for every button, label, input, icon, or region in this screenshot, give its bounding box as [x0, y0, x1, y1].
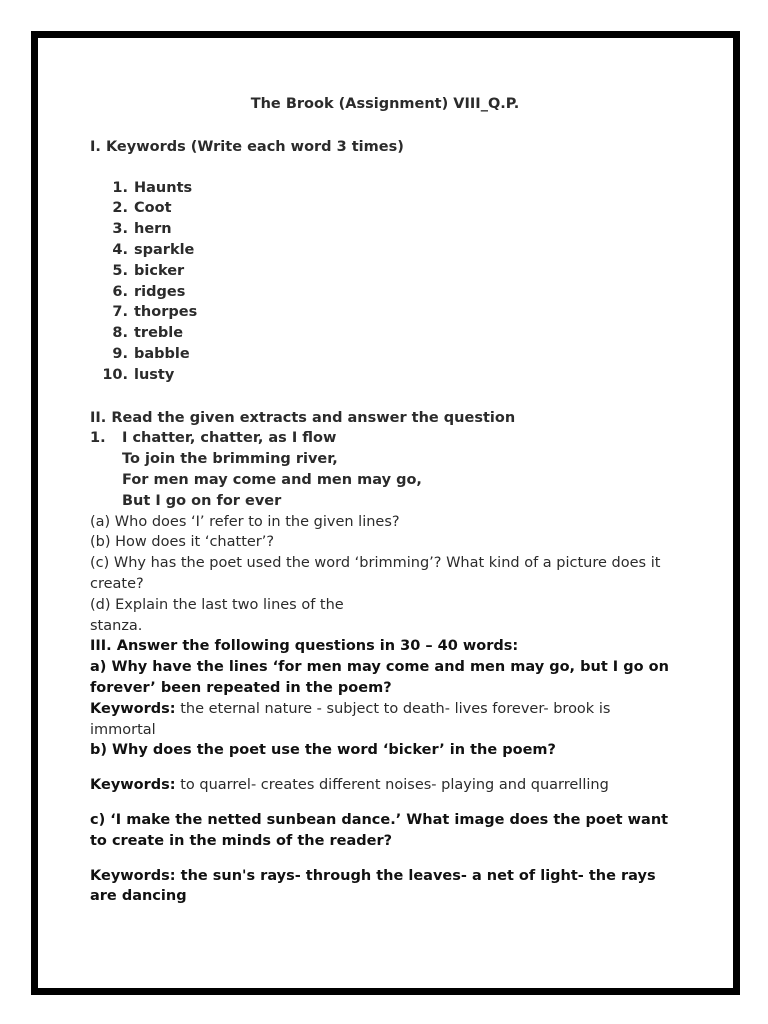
- keywords-3b: [90, 775, 680, 796]
- keyword: hern: [134, 221, 172, 238]
- keyword: babble: [134, 345, 190, 362]
- question-d: (d) Explain the last two lines of the: [90, 596, 344, 613]
- question-c: (c) Why has the poet used the word ‘brimming’? What kind of a picture does it create?: [90, 555, 661, 592]
- keyword: Coot: [134, 200, 172, 217]
- keyword: bicker: [134, 262, 185, 279]
- document-body: [90, 94, 680, 907]
- extract-line: But I go on for ever: [122, 492, 282, 509]
- section-2-heading: II. Read the given extracts and answer the question: [90, 409, 516, 426]
- keywords-text: to quarrel- creates different noises- playing and quarrelling: [175, 777, 609, 794]
- list-item: 10. lusty: [90, 365, 680, 386]
- list-item: 4. sparkle: [90, 240, 680, 261]
- keyword: lusty: [134, 366, 175, 383]
- list-item: 8. treble: [90, 323, 680, 344]
- section-3-heading: III. Answer the following questions in 30 – 40 words:: [90, 638, 519, 655]
- list-item: 6. ridges: [90, 282, 680, 303]
- extract-line: To join the brimming river,: [122, 451, 338, 468]
- page-title: The Brook (Assignment) VIII_Q.P.: [250, 96, 520, 112]
- section-1-heading: I. Keywords (Write each word 3 times): [90, 138, 404, 155]
- keyword: sparkle: [134, 241, 195, 258]
- question-3c: c) ‘I make the netted sunbean dance.’ What image does the poet want to create in the minds of the reader?: [90, 811, 669, 849]
- keyword: treble: [134, 325, 184, 342]
- keywords-3c: Keywords: the sun's rays- through the leaves- a net of light- the rays are dancing: [90, 867, 656, 905]
- keyword-list: [90, 178, 680, 386]
- list-item: 7. thorpes: [90, 302, 680, 323]
- question-a: (a) Who does ‘I’ refer to in the given lines?: [90, 513, 400, 530]
- list-item: 2. Coot: [90, 198, 680, 219]
- extract-number: 1.: [90, 430, 106, 447]
- list-item: 3. hern: [90, 219, 680, 240]
- extract-line: For men may come and men may go,: [122, 471, 422, 488]
- question-3b: b) Why does the poet use the word ‘bicker’ in the poem?: [90, 742, 556, 759]
- list-item: 5. bicker: [90, 261, 680, 282]
- extract-line: I chatter, chatter, as I flow: [122, 430, 337, 447]
- keywords-3a: [90, 699, 680, 741]
- keyword: Haunts: [134, 179, 193, 196]
- keywords-text: the eternal nature - subject to death- lives forever- brook is immortal: [90, 700, 611, 738]
- keywords-label: Keywords:: [90, 777, 176, 794]
- question-3a: a) Why have the lines ‘for men may come and men may go, but I go on forever’ been repeated in the poem?: [90, 659, 669, 696]
- question-d-continued: stanza.: [90, 617, 143, 634]
- keyword: ridges: [134, 283, 186, 300]
- question-b: (b) How does it ‘chatter’?: [90, 534, 275, 551]
- keywords-label: Keywords:: [90, 700, 176, 717]
- list-item: 9. babble: [90, 344, 680, 365]
- keyword: thorpes: [134, 304, 198, 321]
- poem-extract: [90, 428, 680, 511]
- list-item: 1. Haunts: [90, 178, 680, 199]
- page-frame: [31, 31, 740, 995]
